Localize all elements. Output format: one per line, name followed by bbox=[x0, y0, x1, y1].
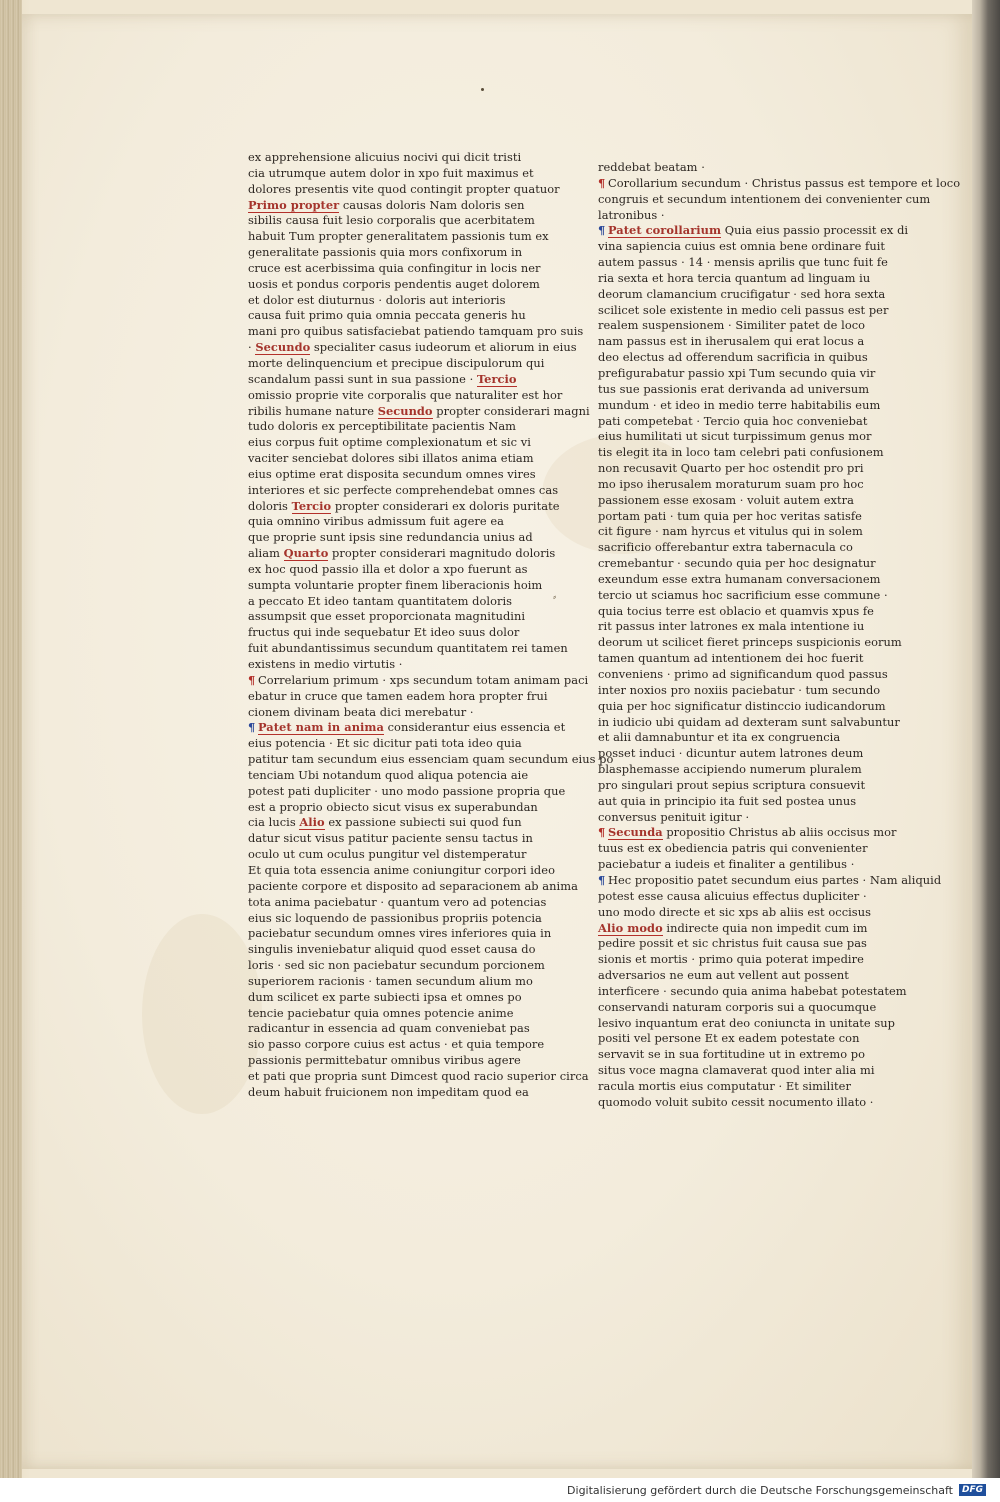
text-line bbox=[248, 451, 548, 467]
text-line bbox=[598, 635, 902, 651]
rubricated-word: Secundo bbox=[255, 340, 311, 355]
text-line bbox=[248, 672, 589, 689]
line-text: eius humilitati ut sicut turpissimum genus mor bbox=[598, 429, 872, 444]
line-text: tamen quantum ad intentionem dei hoc fuerit bbox=[598, 651, 864, 666]
text-line bbox=[598, 461, 883, 477]
line-text: uosis et pondus corporis pendentis auget dolorem bbox=[248, 276, 540, 291]
text-line bbox=[598, 778, 883, 794]
text-line bbox=[598, 239, 886, 255]
text-line bbox=[598, 872, 942, 889]
text-line bbox=[598, 191, 931, 208]
page-stain bbox=[142, 914, 262, 1114]
line-text: et dolor est diuturnus · doloris aut interioris bbox=[248, 292, 506, 307]
line-text: lesivo inquantum erat deo coniuncta in unitate sup bbox=[598, 1015, 895, 1030]
line-text: datur sicut visus patitur paciente sensu tactus in bbox=[248, 831, 533, 846]
line-text: mani pro quibus satisfaciebat patiendo tamquam pro suis bbox=[248, 324, 584, 339]
line-text: scandalum passi sunt in sua passione · bbox=[248, 371, 477, 386]
line-text: paciebatur a iudeis et finaliter a gentilibus · bbox=[598, 857, 855, 872]
line-text: eius sic loquendo de passionibus propriis potencia bbox=[248, 910, 542, 925]
text-line bbox=[598, 1000, 883, 1016]
line-text: oculo ut cum oculus pungitur vel distemperatur bbox=[248, 847, 527, 862]
text-line bbox=[248, 862, 555, 879]
line-text: non recusavit Quarto per hoc ostendit pro pri bbox=[598, 461, 864, 476]
text-line bbox=[598, 746, 883, 762]
text-line bbox=[598, 857, 883, 873]
line-text: quia omnino viribus admissum fuit agere ea bbox=[248, 514, 505, 529]
rubricated-word: Tercio bbox=[291, 498, 332, 513]
text-line bbox=[598, 223, 909, 239]
line-text: servavit se in sua fortitudine ut in extremo po bbox=[598, 1047, 866, 1062]
line-text: cremebantur · secundo quia per hoc designatur bbox=[598, 556, 876, 571]
line-text: sumpta voluntarie propter finem liberacionis hoim bbox=[248, 577, 543, 592]
line-text: Correlarium primum · xps secundum totam animam paci bbox=[258, 672, 589, 687]
text-line bbox=[598, 651, 883, 667]
line-text: doloris bbox=[248, 498, 292, 513]
paragraph-mark-icon: ¶ bbox=[598, 825, 606, 840]
text-line bbox=[248, 308, 548, 324]
line-text: conveniens · primo ad significandum quod passus bbox=[598, 667, 888, 681]
text-line bbox=[598, 1031, 883, 1047]
text-line bbox=[248, 831, 548, 847]
line-text: paciebatur secundum omnes vires inferiores quia in bbox=[248, 926, 552, 941]
footer-text: Digitalisierung gefördert durch die Deutsche Forschungsgemeinschaft bbox=[567, 1483, 953, 1497]
line-text: propter considerari magni bbox=[432, 403, 590, 418]
text-line bbox=[598, 889, 883, 905]
text-line bbox=[248, 783, 566, 800]
line-text: tis elegit ita in loco tam celebri pati confusionem bbox=[598, 445, 884, 460]
text-line bbox=[598, 477, 883, 493]
text-line bbox=[248, 911, 548, 927]
text-line bbox=[598, 921, 883, 937]
line-text: rit passus inter latrones ex mala intentione iu bbox=[598, 619, 865, 634]
text-line bbox=[248, 1085, 548, 1101]
paragraph-mark-icon: ¶ bbox=[598, 872, 606, 887]
text-line bbox=[598, 1015, 895, 1032]
line-text: omissio proprie vite corporalis que naturaliter est hor bbox=[248, 387, 563, 402]
text-line bbox=[598, 382, 883, 398]
line-text: vaciter senciebat dolores sibi illatos anima etiam bbox=[248, 451, 534, 466]
text-line bbox=[598, 350, 883, 366]
line-text: adversarios ne eum aut vellent aut possent bbox=[598, 968, 849, 983]
rubricated-word: Patet nam in anima bbox=[258, 720, 384, 735]
text-line bbox=[248, 705, 548, 721]
line-text: ex passione subiecti sui quod fun bbox=[324, 815, 522, 830]
text-line bbox=[598, 208, 883, 224]
text-line bbox=[598, 936, 883, 952]
line-text: situs voce magna clamaverat quod inter alia mi bbox=[598, 1063, 875, 1078]
line-text: dolores presentis vite quod contingit propter quatuor bbox=[248, 181, 560, 196]
line-text: sionis et mortis · primo quia poterat impedire bbox=[598, 952, 864, 967]
line-text: ribilis humane nature bbox=[248, 403, 378, 418]
text-line bbox=[248, 594, 548, 610]
text-line bbox=[598, 825, 897, 841]
text-line bbox=[248, 1006, 548, 1022]
text-line bbox=[248, 974, 548, 990]
text-line bbox=[248, 689, 548, 705]
rubricated-word: Alio bbox=[299, 815, 325, 830]
line-text: existens in medio virtutis · bbox=[248, 657, 403, 671]
text-line bbox=[248, 181, 560, 198]
line-text: Et quia tota essencia anime coniungitur corpori ideo bbox=[248, 862, 555, 877]
line-text: eius corpus fuit optime complexionatum et sic vi bbox=[248, 435, 531, 450]
line-text: causas doloris Nam doloris sen bbox=[339, 197, 525, 212]
text-line bbox=[248, 293, 548, 309]
line-text: conversus penituit igitur · bbox=[598, 809, 750, 824]
text-line bbox=[598, 683, 883, 699]
line-text: mo ipso iherusalem moraturum suam pro hoc bbox=[598, 476, 864, 491]
text-line bbox=[248, 609, 548, 625]
text-line bbox=[248, 198, 548, 214]
line-text: tus sue passionis erat derivanda ad universum bbox=[598, 381, 870, 396]
line-text: passionis permittebatur omnibus viribus agere bbox=[248, 1053, 521, 1068]
text-line bbox=[248, 403, 590, 420]
rubricated-word: Alio modo bbox=[598, 920, 663, 935]
text-line bbox=[598, 271, 883, 287]
line-text: propositio Christus ab aliis occisus mor bbox=[662, 825, 897, 840]
text-line bbox=[598, 1047, 883, 1063]
text-line bbox=[248, 926, 552, 942]
text-line bbox=[248, 657, 548, 673]
line-text: assumpsit que esset proporcionata magnitudini bbox=[248, 609, 526, 624]
line-text: pati competebat · Tercio quia hoc conveniebat bbox=[598, 413, 868, 428]
text-line bbox=[598, 604, 883, 620]
text-line bbox=[248, 641, 568, 657]
text-line bbox=[598, 698, 886, 715]
line-text: latronibus · bbox=[598, 207, 665, 222]
line-text: inter noxios pro noxiis paciebatur · tum secundo bbox=[598, 682, 881, 697]
line-text: positi vel persone Et ex eadem potestate con bbox=[598, 1031, 860, 1046]
text-line bbox=[248, 942, 548, 958]
rubricated-word: Secunda bbox=[608, 825, 663, 840]
rubricated-word: Tercio bbox=[476, 371, 517, 386]
text-line bbox=[248, 435, 548, 451]
line-text: habuit Tum propter generalitatem passionis tum ex bbox=[248, 229, 549, 244]
text-line bbox=[598, 175, 961, 192]
line-text: · bbox=[248, 340, 256, 355]
text-line bbox=[248, 498, 560, 515]
text-line bbox=[248, 1053, 548, 1069]
line-text: ria sexta et hora tercia quantum ad linguam iu bbox=[598, 270, 871, 285]
line-text: propter considerari magnitudo doloris bbox=[328, 546, 556, 561]
footer-bar bbox=[0, 1478, 1000, 1502]
text-line bbox=[248, 562, 548, 578]
text-line bbox=[598, 556, 883, 572]
text-line bbox=[248, 578, 548, 594]
line-text: pedire possit et sic christus fuit causa sue pas bbox=[598, 936, 867, 951]
text-line bbox=[248, 514, 548, 530]
line-text: potest esse causa alicuius effectus dupliciter · bbox=[598, 888, 867, 903]
text-line bbox=[598, 398, 883, 414]
text-line bbox=[248, 847, 548, 863]
line-text: interficere · secundo quia anima habebat potestatem bbox=[598, 983, 907, 998]
text-line bbox=[598, 905, 883, 921]
line-text: propter considerari ex doloris puritate bbox=[331, 498, 560, 513]
text-line bbox=[248, 720, 566, 736]
text-line bbox=[598, 318, 883, 334]
line-text: indirecte quia non impedit cum im bbox=[662, 920, 868, 935]
text-line bbox=[598, 983, 907, 1000]
binding-fold bbox=[0, 0, 22, 1478]
text-line bbox=[248, 1068, 589, 1085]
text-line bbox=[248, 356, 548, 372]
text-line bbox=[598, 810, 883, 826]
line-text: et alii damnabuntur et ita ex congruencia bbox=[598, 730, 841, 745]
line-text: aliam bbox=[248, 546, 284, 561]
text-line bbox=[598, 160, 883, 176]
text-column-right bbox=[598, 160, 961, 1111]
text-line bbox=[248, 340, 577, 356]
text-line bbox=[598, 286, 886, 303]
text-line bbox=[248, 245, 548, 261]
text-line bbox=[598, 509, 883, 525]
text-line bbox=[248, 482, 559, 499]
text-line bbox=[598, 414, 883, 430]
line-text: a peccato Et ideo tantam quantitatem doloris bbox=[248, 593, 513, 608]
line-text: generalitate passionis quia mors confixorum in bbox=[248, 245, 523, 260]
margin-dot bbox=[481, 88, 484, 91]
line-text: reddebat beatam · bbox=[598, 160, 705, 174]
text-line bbox=[248, 990, 548, 1006]
line-text: deorum clamancium crucifigatur · sed hora sexta bbox=[598, 286, 886, 301]
line-text: scilicet sole existente in medio celi passus est per bbox=[598, 302, 889, 317]
page-edge bbox=[972, 0, 1000, 1478]
text-line bbox=[248, 1037, 548, 1053]
text-line bbox=[248, 958, 548, 974]
text-line bbox=[248, 213, 548, 229]
text-line bbox=[598, 334, 883, 350]
text-line bbox=[598, 572, 883, 588]
text-line bbox=[248, 387, 563, 404]
line-text: et pati que propria sunt Dimcest quod racio superior circa bbox=[248, 1068, 589, 1083]
text-line bbox=[598, 429, 883, 445]
rubricated-word: Quarto bbox=[283, 546, 329, 561]
line-text: blasphemasse accipiendo numerum pluralem bbox=[598, 762, 862, 777]
line-text: autem passus · 14 · mensis aprilis que tunc fuit fe bbox=[598, 255, 888, 270]
line-text: congruis et secundum intentionem dei convenienter cum bbox=[598, 191, 931, 206]
line-text: dum scilicet ex parte subiecti ipsa et omnes po bbox=[248, 989, 522, 1004]
line-text: posset induci · dicuntur autem latrones deum bbox=[598, 746, 864, 761]
text-line bbox=[598, 255, 888, 271]
text-line bbox=[598, 524, 883, 540]
text-line bbox=[598, 619, 883, 635]
line-text: realem suspensionem · Similiter patet de loco bbox=[598, 318, 866, 333]
line-text: tudo doloris ex perceptibilitate pacientis Nam bbox=[248, 419, 517, 434]
line-text: que proprie sunt ipsis sine redundancia unius ad bbox=[248, 530, 533, 545]
line-text: interiores et sic perfecte comprehendebat omnes cas bbox=[248, 482, 559, 497]
text-line bbox=[248, 625, 548, 641]
text-line bbox=[598, 714, 900, 731]
text-line bbox=[598, 841, 883, 857]
line-text: sibilis causa fuit lesio corporalis que acerbitatem bbox=[248, 213, 535, 228]
line-text: ex apprehensione alicuius nocivi qui dicit tristi bbox=[248, 150, 522, 164]
line-text: sio passo corpore cuius est actus · et quia tempore bbox=[248, 1037, 545, 1052]
text-line bbox=[248, 736, 548, 752]
line-text: Hec propositio patet secundum eius partes · Nam aliquid bbox=[608, 872, 942, 887]
text-line bbox=[248, 815, 548, 831]
text-line bbox=[248, 546, 556, 562]
text-line bbox=[598, 762, 883, 778]
text-line bbox=[248, 261, 548, 277]
text-line bbox=[248, 800, 548, 816]
line-text: causa fuit primo quia omnia peccata generis hu bbox=[248, 308, 526, 323]
text-line bbox=[248, 752, 614, 768]
line-text: quia per hoc significatur distinccio iudicandorum bbox=[598, 698, 886, 713]
line-text: paciente corpore et disposito ad separacionem ab anima bbox=[248, 878, 578, 893]
line-text: cia lucis bbox=[248, 815, 300, 830]
line-text: considerantur eius essencia et bbox=[383, 720, 566, 735]
line-text: in iudicio ubi quidam ad dexteram sunt salvabuntur bbox=[598, 714, 900, 729]
text-line bbox=[598, 952, 883, 968]
text-line bbox=[598, 1079, 883, 1095]
line-text: Corollarium secundum · Christus passus est tempore et loco bbox=[608, 175, 961, 190]
line-text: deo electus ad offerendum sacrificia in quibus bbox=[598, 350, 868, 365]
text-line bbox=[248, 467, 548, 483]
line-text: passionem esse exosam · voluit autem extra bbox=[598, 492, 854, 507]
text-line bbox=[598, 587, 888, 604]
text-line bbox=[248, 530, 548, 546]
line-text: eius potencia · Et sic dicitur pati tota ideo quia bbox=[248, 736, 522, 751]
line-text: specialiter casus iudeorum et aliorum in eius bbox=[310, 340, 577, 355]
line-text: portam pati · tum quia per hoc veritas satisfe bbox=[598, 508, 862, 523]
rubricated-word: Secundo bbox=[377, 403, 433, 418]
text-line bbox=[598, 540, 883, 556]
text-line bbox=[248, 895, 548, 911]
margin-mark: ⸗ bbox=[553, 592, 557, 603]
text-line bbox=[598, 794, 883, 810]
line-text: cruce est acerbissima quia confingitur in locis ner bbox=[248, 260, 541, 275]
text-line bbox=[248, 878, 578, 895]
line-text: ebatur in cruce que tamen eadem hora propter frui bbox=[248, 688, 548, 703]
line-text: fuit abundantissimus secundum quantitatem rei tamen bbox=[248, 641, 568, 656]
line-text: vina sapiencia cuius est omnia bene ordinare fuit bbox=[598, 239, 886, 254]
text-line bbox=[598, 366, 883, 382]
text-line bbox=[248, 150, 548, 166]
line-text: patitur tam secundum eius essenciam quam secundum eius po bbox=[248, 752, 614, 767]
line-text: eius optime erat disposita secundum omnes vires bbox=[248, 466, 536, 481]
rubricated-word: Primo propter bbox=[248, 197, 340, 212]
paragraph-mark-icon: ¶ bbox=[248, 720, 256, 735]
line-text: cit figure · nam hyrcus et vitulus qui in solem bbox=[598, 524, 863, 539]
paragraph-mark-icon: ¶ bbox=[248, 672, 256, 687]
rubricated-word: Patet corollarium bbox=[608, 223, 722, 238]
line-text: deum habuit fruicionem non impeditam quod ea bbox=[248, 1084, 529, 1099]
text-line bbox=[598, 730, 883, 746]
text-line bbox=[598, 1095, 883, 1111]
line-text: aut quia in principio ita fuit sed postea unus bbox=[598, 793, 857, 808]
line-text: tenciam Ubi notandum quod aliqua potencia aie bbox=[248, 767, 529, 782]
line-text: radicantur in essencia ad quam conveniebat pas bbox=[248, 1021, 530, 1036]
line-text: ex hoc quod passio illa et dolor a xpo fuerunt as bbox=[248, 561, 528, 576]
text-line bbox=[248, 277, 548, 293]
line-text: quia tocius terre est oblacio et quamvis xpus fe bbox=[598, 603, 874, 618]
text-line bbox=[248, 1021, 548, 1037]
line-text: tercio ut sciamus hoc sacrificium esse commune · bbox=[598, 587, 888, 602]
line-text: pro singulari prout sepius scriptura consuevit bbox=[598, 777, 866, 792]
text-column-left bbox=[248, 150, 614, 1101]
text-line bbox=[248, 372, 548, 388]
dfg-logo: DFG bbox=[959, 1484, 986, 1496]
line-text: morte delinquencium et precipue discipulorum qui bbox=[248, 355, 545, 370]
line-text: tuus est ex obediencia patris qui convenienter bbox=[598, 841, 868, 856]
text-line bbox=[248, 419, 548, 435]
text-line bbox=[248, 166, 548, 182]
text-line bbox=[598, 445, 883, 461]
paragraph-mark-icon: ¶ bbox=[598, 223, 606, 238]
line-text: sacrificio offerebantur extra tabernacula co bbox=[598, 540, 853, 555]
line-text: mundum · et ideo in medio terre habitabilis eum bbox=[598, 397, 881, 412]
line-text: est a proprio obiecto sicut visus ex superabundan bbox=[248, 799, 538, 814]
line-text: cionem divinam beata dici merebatur · bbox=[248, 704, 474, 719]
text-line bbox=[598, 1063, 883, 1079]
line-text: Quia eius passio processit ex di bbox=[721, 223, 909, 238]
line-text: deorum ut scilicet fieret princeps suspicionis eorum bbox=[598, 635, 902, 650]
line-text: quomodo voluit subito cessit nocumento illato · bbox=[598, 1094, 874, 1109]
line-text: tencie paciebatur quia omnes potencie anime bbox=[248, 1005, 514, 1020]
text-line bbox=[598, 968, 883, 984]
line-text: racula mortis eius computatur · Et similiter bbox=[598, 1078, 851, 1093]
text-line bbox=[248, 324, 584, 340]
line-text: potest pati dupliciter · uno modo passione propria que bbox=[248, 783, 566, 798]
line-text: prefigurabatur passio xpi Tum secundo quia vir bbox=[598, 365, 876, 380]
line-text: cia utrumque autem dolor in xpo fuit maximus et bbox=[248, 165, 534, 180]
line-text: tota anima paciebatur · quantum vero ad potencias bbox=[248, 894, 547, 909]
text-line bbox=[598, 302, 889, 319]
line-text: conservandi naturam corporis sui a quocumque bbox=[598, 999, 877, 1014]
text-line bbox=[248, 768, 548, 784]
line-text: uno modo directe et sic xps ab aliis est occisus bbox=[598, 904, 871, 919]
paragraph-mark-icon: ¶ bbox=[598, 175, 606, 190]
text-line bbox=[598, 667, 888, 683]
line-text: nam passus est in iherusalem qui erat locus a bbox=[598, 334, 865, 349]
text-line bbox=[248, 229, 548, 245]
line-text: fructus qui inde sequebatur Et ideo suus dolor bbox=[248, 625, 520, 640]
line-text: superiorem racionis · tamen secundum alium mo bbox=[248, 973, 533, 988]
line-text: singulis inveniebatur aliquid quod esset causa do bbox=[248, 942, 536, 957]
text-line bbox=[598, 493, 883, 509]
line-text: exeundum esse extra humanam conversacionem bbox=[598, 571, 881, 586]
line-text: loris · sed sic non paciebatur secundum porcionem bbox=[248, 958, 545, 973]
